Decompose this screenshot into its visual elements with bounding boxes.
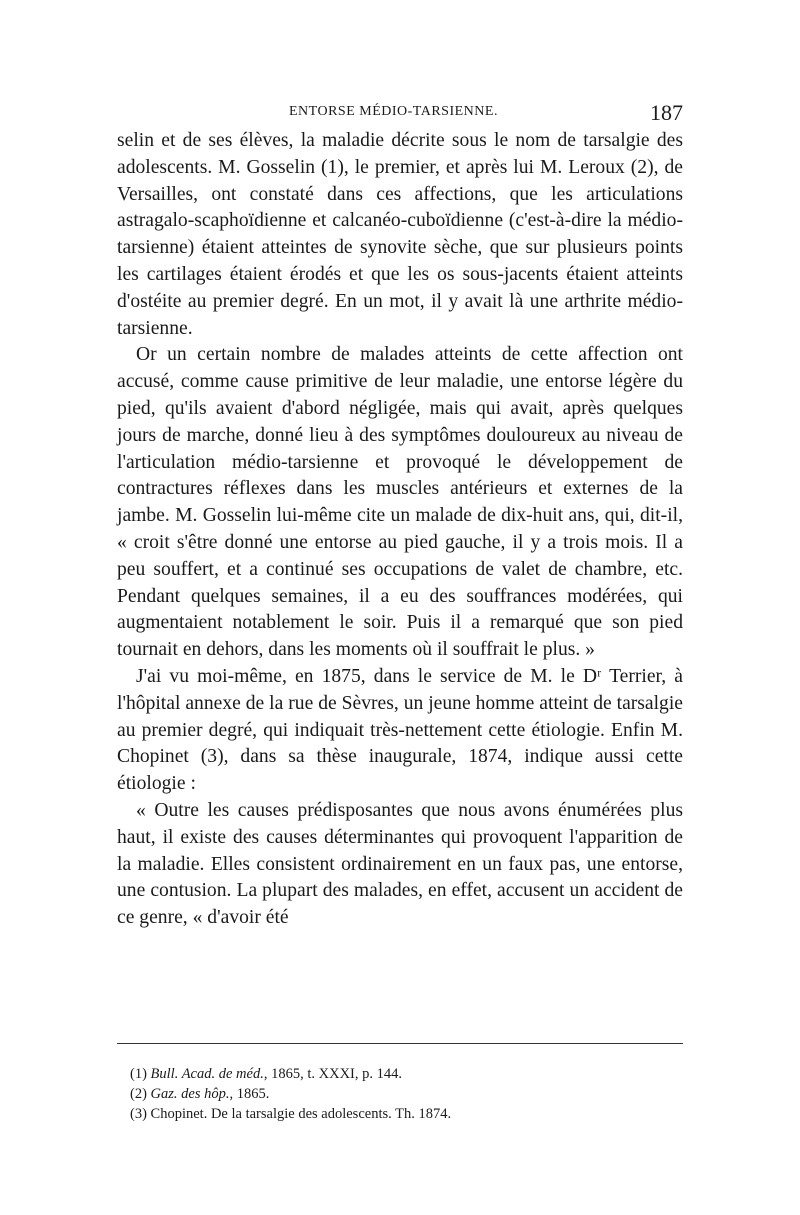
paragraph: selin et de ses élèves, la maladie décrite sous le nom de tarsalgie des adolescents. M. Gosselin (1), le premier, et après lui M. Leroux (2), de Versailles, ont constaté dans ces affections, que les articulations astragalo-scaphoïdienne et calcanéo-cuboïdienne (c'est-à-dire la médio-tarsienne) étaient atteintes de synovite sèche, que sur plusieurs points les cartilages étaient érodés et que les os sous-jacents étaient atteints d'ostéite au premier degré. En un mot, il y avait là une arthrite médio-tarsienne. bbox=[117, 130, 683, 339]
footnote bbox=[130, 1104, 683, 1124]
footnote-number: (1) bbox=[130, 1066, 147, 1082]
footnote-number: (2) bbox=[130, 1086, 147, 1102]
footnote-separator bbox=[117, 1043, 683, 1044]
paragraph: J'ai vu moi-même, en 1875, dans le service de M. le Dʳ Terrier, à l'hôpital annexe de la rue de Sèvres, un jeune homme atteint de tarsalgie au premier degré, qui indiquait très-nettement cette étiologie. Enfin M. Chopinet (3), dans sa thèse inaugurale, 1874, indique aussi cette étiologie : bbox=[117, 665, 683, 795]
paragraph: Or un certain nombre de malades atteints de cette affection ont accusé, comme cause primitive de leur maladie, une entorse légère du pied, qu'ils avaient d'abord négligée, mais qui avait, après quelques jours de marche, donné lieu à des symptômes douloureux au niveau de l'articulation médio-tarsienne et provoqué le développement de contractures réflexes dans les muscles antérieurs et externes de la jambe. M. Gosselin lui-même cite un malade de dix-huit ans, qui, dit-il, « croit s'être donné une entorse au pied gauche, il y a trois mois. Il a peu souffert, et a continué ses occupations de valet de chambre, etc. Pendant quelques semaines, il a eu des souffrances modérées, qui augmentaient notablement le soir. Puis il a remarqué que son pied tournait en dehors, dans les moments où il souffrait le plus. » bbox=[117, 344, 683, 661]
paragraph: « Outre les causes prédisposantes que nous avons énumérées plus haut, il existe des causes déterminantes qui provoquent l'apparition de la maladie. Elles consistent ordinairement en un faux pas, une entorse, une contusion. La plupart des malades, en effet, accusent un accident de ce genre, « d'avoir été bbox=[117, 799, 683, 929]
footnote-detail: , 1865, t. XXXI, p. 144. bbox=[263, 1066, 402, 1082]
page-number: 187 bbox=[650, 100, 683, 125]
body-text bbox=[117, 128, 683, 932]
footnote-number: (3) bbox=[130, 1106, 147, 1122]
footnote-detail: Chopinet. De la tarsalgie des adolescents. Th. 1874. bbox=[150, 1106, 452, 1122]
footnote-detail: , 1865. bbox=[229, 1086, 270, 1102]
footnotes bbox=[130, 1064, 683, 1124]
footnote bbox=[130, 1064, 683, 1084]
running-title: ENTORSE MÉDIO-TARSIENNE. bbox=[289, 104, 498, 119]
page-header bbox=[117, 100, 683, 128]
footnote-source: Gaz. des hôp. bbox=[150, 1086, 230, 1102]
footnote-source: Bull. Acad. de méd. bbox=[150, 1066, 264, 1082]
footnote bbox=[130, 1084, 683, 1104]
